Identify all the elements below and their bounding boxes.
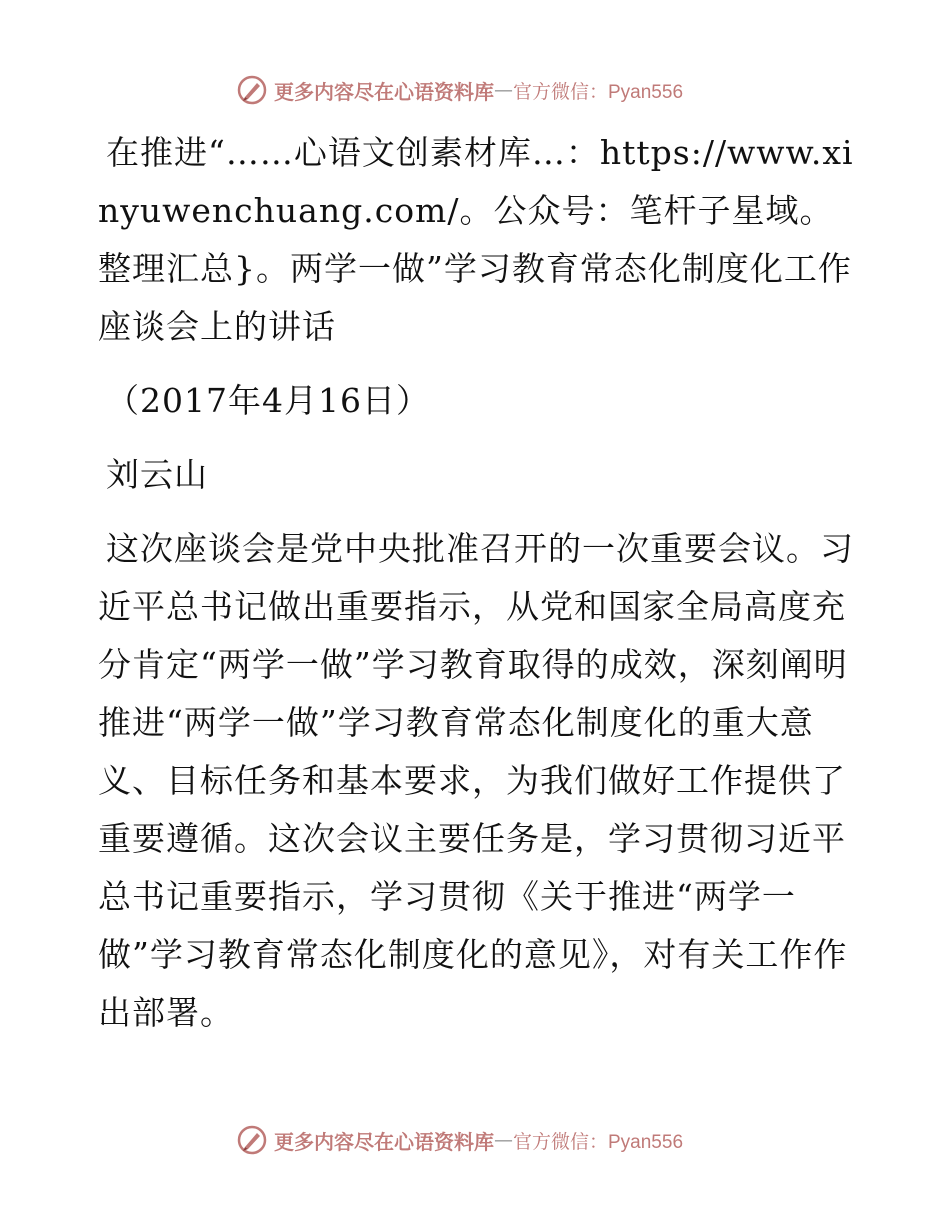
- pen-logo-icon: [236, 1124, 268, 1156]
- document-title: 在推进“……心语文创素材库…：https://www.xinyuwenchuang.com/。公众号：笔杆子星域。整理汇总}。两学一做”学习教育常态化制度化工作座谈会上的讲话: [98, 133, 854, 346]
- footer-banner: [236, 1122, 683, 1158]
- header-banner: [236, 72, 683, 108]
- header-banner-dash: —: [494, 79, 513, 101]
- footer-banner-wechat: 官方微信：Pyan556: [513, 1131, 684, 1153]
- footer-banner-dash: —: [494, 1129, 513, 1151]
- document-date: （2017年4月16日）: [106, 381, 430, 420]
- pen-logo-icon: [236, 74, 268, 106]
- document-body: [98, 124, 858, 1042]
- body-paragraph: 这次座谈会是党中央批准召开的一次重要会议。习近平总书记做出重要指示，从党和国家全局高度充分肯定“两学一做”学习教育取得的成效，深刻阐明推进“两学一做”学习教育常态化制度化的重大意义、目标任务和基本要求，为我们做好工作提供了重要遵循。这次会议主要任务是，学习贯彻习近平总书记重要指示，学习贯彻《关于推进“两学一做”学习教育常态化制度化的意见》，对有关工作作出部署。: [98, 529, 854, 1032]
- header-banner-wechat: 官方微信：Pyan556: [513, 81, 684, 103]
- footer-banner-text: 更多内容尽在心语资料库: [274, 1129, 494, 1154]
- document-author: 刘云山: [106, 455, 208, 494]
- header-banner-text: 更多内容尽在心语资料库: [274, 79, 494, 104]
